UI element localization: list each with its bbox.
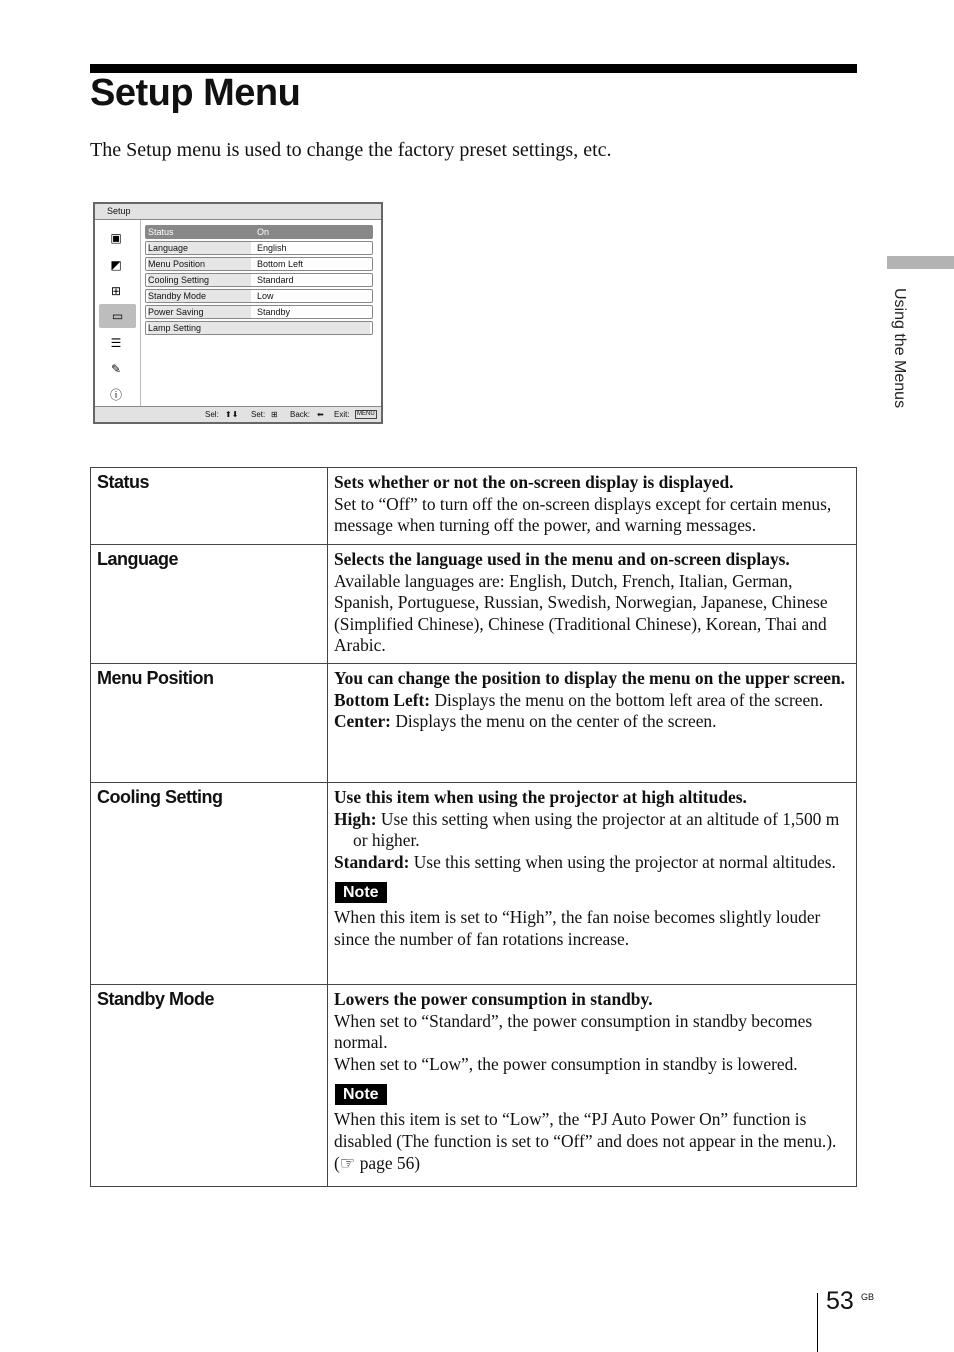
osd-row-value: Standby <box>257 307 291 317</box>
section-tab-band <box>887 256 954 269</box>
osd-row-menu-position <box>145 257 373 271</box>
option-label: High: <box>334 808 377 829</box>
osd-item-list <box>145 225 373 337</box>
osd-row-label: Power Saving <box>148 306 251 318</box>
table-row-status <box>91 468 857 545</box>
option-text: Displays the menu on the center of the screen. <box>395 711 717 732</box>
osd-header: Setup <box>95 204 381 220</box>
intro-text: The Setup menu is used to change the factory preset settings, etc. <box>90 139 612 161</box>
osd-row-label: Cooling Setting <box>148 274 251 286</box>
table-row-menu-position <box>91 664 857 783</box>
page-number: 53 <box>826 1287 854 1315</box>
option-center <box>334 711 850 733</box>
desc-lead: Use this item when using the projector at high altitudes. <box>334 787 747 807</box>
osd-footer-exit: Exit: <box>334 410 350 419</box>
osd-row-label: Lamp Setting <box>148 322 370 334</box>
section-side-label: Using the Menus <box>891 288 908 409</box>
table-row-standby-mode <box>91 985 857 1187</box>
osd-row-label: Standby Mode <box>148 290 251 302</box>
desc-text: When set to “Standard”, the power consumption in standby becomes normal. <box>334 1010 813 1053</box>
osd-row-label: Status <box>148 226 251 238</box>
desc-text: When set to “Low”, the power consumption in standby is lowered. <box>334 1053 798 1074</box>
osd-row-value: English <box>257 243 287 253</box>
desc-status <box>328 468 857 545</box>
menu-key-icon: MENU <box>357 411 375 417</box>
osd-footer <box>95 406 381 422</box>
page-number-rule <box>817 1293 818 1352</box>
option-label: Bottom Left: <box>334 689 431 710</box>
option-text: Use this setting when using the projector at normal altitudes. <box>413 851 836 872</box>
desc-lead: Selects the language used in the menu and on-screen displays. <box>334 549 790 569</box>
desc-menu-position <box>328 664 857 783</box>
wrench-icon: ✎ <box>110 362 122 376</box>
page-number-suffix: GB <box>861 1292 875 1302</box>
desc-lead: Sets whether or not the on-screen display is displayed. <box>334 472 734 492</box>
term-status: Status <box>91 468 328 545</box>
picture-icon: ▣ <box>110 231 122 245</box>
desc-lead: Lowers the power consumption in standby. <box>334 989 653 1009</box>
enter-key-icon: ⊞ <box>271 410 278 419</box>
osd-footer-back: Back: <box>290 410 311 419</box>
term-standby-mode: Standby Mode <box>91 985 328 1187</box>
left-key-icon: ⬅ <box>317 410 324 419</box>
picture-adjust-icon: ◩ <box>110 258 122 272</box>
option-text: Displays the menu on the bottom left area of the screen. <box>434 689 824 710</box>
term-menu-position: Menu Position <box>91 664 328 783</box>
osd-footer-sel: Sel: <box>205 410 219 419</box>
page-title: Setup Menu <box>90 72 301 114</box>
desc-cooling-setting <box>328 783 857 985</box>
screen-icon: ⊞ <box>110 284 122 298</box>
option-high <box>334 809 850 852</box>
osd-row-power-saving <box>145 305 373 319</box>
osd-row-cooling-setting <box>145 273 373 287</box>
option-label: Standard: <box>334 851 410 872</box>
term-language: Language <box>91 545 328 664</box>
osd-row-value: Standard <box>257 275 294 285</box>
desc-text: Set to “Off” to turn off the on-screen displays except for certain menus, message when turning off the power, and warning messages. <box>334 493 832 536</box>
osd-icon-column <box>95 220 141 407</box>
desc-language <box>328 545 857 664</box>
osd-row-standby-mode <box>145 289 373 303</box>
function-icon: ☰ <box>110 336 122 350</box>
setup-menu-screenshot <box>93 202 383 424</box>
note-text: When this item is set to “High”, the fan noise becomes slightly louder since the number of fan rotations increase. <box>334 907 821 949</box>
osd-row-label: Language <box>148 242 251 254</box>
note-text: When this item is set to “Low”, the “PJ Auto Power On” function is disabled (The function is set to “Off” and does not appear in the menu.). (☞ page 56) <box>334 1109 837 1173</box>
osd-row-lamp-setting <box>145 321 373 335</box>
desc-standby-mode <box>328 985 857 1187</box>
desc-text: Available languages are: English, Dutch, French, Italian, German, Spanish, Portuguese, Russian, Swedish, Norwegian, Japanese, Chinese (Simplified Chinese), Chinese (Traditional Chinese), Korean, Thai and Arabic. <box>334 570 828 656</box>
osd-row-value: Low <box>257 291 274 301</box>
info-icon: ⓘ <box>109 388 122 402</box>
setup-items-table <box>90 467 857 1187</box>
osd-footer-set: Set: <box>251 410 266 419</box>
osd-row-status <box>145 225 373 239</box>
note-badge: Note <box>335 882 387 903</box>
setup-toolbox-icon: ▭ <box>99 304 136 328</box>
osd-row-value: On <box>257 227 270 237</box>
table-row-language <box>91 545 857 664</box>
option-standard <box>334 852 850 874</box>
note-badge: Note <box>335 1084 387 1105</box>
option-label: Center: <box>334 711 391 732</box>
osd-row-language <box>145 241 373 255</box>
option-text: Use this setting when using the projector at an altitude of 1,500 m or higher. <box>353 808 840 851</box>
option-bottom-left <box>334 690 850 712</box>
table-row-cooling-setting <box>91 783 857 985</box>
term-cooling-setting: Cooling Setting <box>91 783 328 985</box>
osd-row-value: Bottom Left <box>257 259 304 269</box>
desc-lead: You can change the position to display the menu on the upper screen. <box>334 668 845 688</box>
up-down-keys-icon: ⬆⬇ <box>225 410 239 419</box>
osd-row-label: Menu Position <box>148 258 251 270</box>
